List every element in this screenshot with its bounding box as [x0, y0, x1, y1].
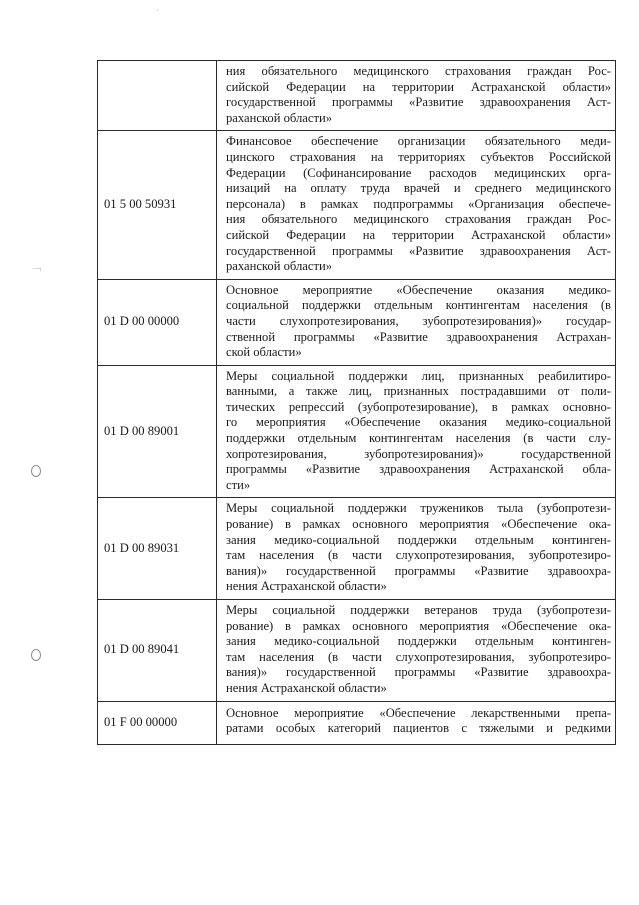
- description-line: ской области»: [226, 345, 302, 360]
- punch-hole-mark: [31, 465, 41, 477]
- expense-description: [217, 498, 616, 600]
- expense-description: [217, 279, 616, 365]
- description-line: сийской Федерации на территории Астраханской области»: [226, 79, 611, 94]
- description-line: сти»: [226, 477, 251, 492]
- expense-description: [217, 61, 616, 131]
- expense-description: [217, 701, 616, 744]
- table-row: [98, 61, 616, 131]
- description-line: социальной поддержки отдельным контингентам населения (в: [226, 298, 611, 313]
- description-line: нения Астраханской области»: [226, 680, 387, 695]
- description-line: там населения (в части слухопротезирования, зубопротезиро-: [226, 548, 611, 563]
- scan-mark: ﹁: [30, 261, 41, 273]
- description-line: рование) в рамках основного мероприятия «Обеспечение ока-: [226, 517, 611, 532]
- description-line: ратами особых категорий пациентов с тяжелыми и редкими: [226, 721, 611, 736]
- table-row: [98, 600, 616, 702]
- expense-description: [217, 365, 616, 498]
- description-line: Основное мероприятие «Обеспечение оказания медико-: [226, 282, 611, 297]
- target-article-code: [98, 61, 217, 131]
- target-article-code: 01 D 00 89041: [98, 600, 217, 702]
- budget-classification-table: [97, 60, 616, 745]
- table-row: [98, 498, 616, 600]
- description-line: вания)» государственной программы «Развитие здравоохра-: [226, 563, 611, 578]
- description-line: ванными, а также лиц, признанных пострадавшими от поли-: [226, 384, 611, 399]
- description-line: поддержки отдельным контингентам населения (в части слу-: [226, 431, 611, 446]
- description-line: рование) в рамках основного мероприятия «Обеспечение ока-: [226, 618, 611, 633]
- expense-description: [217, 131, 616, 279]
- description-line: Федерации (Софинансирование расходов медицинских орга-: [226, 165, 611, 180]
- description-line: зания медико-социальной поддержки отдельным континген-: [226, 634, 611, 649]
- table-body: [98, 61, 616, 745]
- description-line: государственной программы «Развитие здравоохранения Аст-: [226, 243, 611, 258]
- target-article-code: 01 F 00 00000: [98, 701, 217, 744]
- description-line: нения Астраханской области»: [226, 579, 387, 594]
- description-line: раханской области»: [226, 259, 332, 274]
- target-article-code: 01 D 00 00000: [98, 279, 217, 365]
- description-line: Меры социальной поддержки ветеранов труда (зубопротези-: [226, 603, 611, 617]
- target-article-code: 01 5 00 50931: [98, 131, 217, 279]
- description-line: тических репрессий (зубопротезирование), в рамках основно-: [226, 399, 611, 414]
- description-line: части слухопротезирования, зубопротезирования)» государ-: [226, 313, 611, 328]
- description-line: хопротезирования, зубопротезирования)» государственной: [226, 446, 611, 461]
- description-line: сийской Федерации на территории Астраханской области»: [226, 227, 611, 242]
- punch-hole-mark: [31, 649, 41, 661]
- target-article-code: 01 D 00 89031: [98, 498, 217, 600]
- description-line: вания)» государственной программы «Развитие здравоохра-: [226, 665, 611, 680]
- description-line: Основное мероприятие «Обеспечение лекарственными препа-: [226, 705, 611, 720]
- description-line: ния обязательного медицинского страхования граждан Рос-: [226, 64, 611, 78]
- description-line: раханской области»: [226, 110, 332, 125]
- description-line: цинского страхования на территориях субъектов Российской: [226, 149, 611, 164]
- description-line: ния обязательного медицинского страхования граждан Рос-: [226, 212, 611, 227]
- table-row: [98, 279, 616, 365]
- description-line: Меры социальной поддержки лиц, признанных реабилитиро-: [226, 368, 611, 383]
- description-line: государственной программы «Развитие здравоохранения Аст-: [226, 95, 611, 110]
- table-row: [98, 365, 616, 498]
- description-line: персонала) в рамках подпрограммы «Организация обеспече-: [226, 196, 611, 211]
- description-line: Финансовое обеспечение организации обязательного меди-: [226, 134, 611, 149]
- table-row: [98, 131, 616, 279]
- table-row: [98, 701, 616, 744]
- description-line: ственной программы «Развитие здравоохранения Астрахан-: [226, 329, 611, 344]
- description-line: там населения (в части слухопротезирования, зубопротезиро-: [226, 649, 611, 664]
- description-line: Меры социальной поддержки тружеников тыла (зубопротези-: [226, 501, 611, 516]
- scan-speck: ·: [156, 5, 159, 15]
- description-line: низаций на оплату труда врачей и среднего медицинского: [226, 181, 611, 196]
- description-line: программы «Развитие здравоохранения Астраханской обла-: [226, 462, 611, 477]
- description-line: го мероприятия «Обеспечение оказания медико-социальной: [226, 415, 611, 430]
- expense-description: [217, 600, 616, 702]
- target-article-code: 01 D 00 89001: [98, 365, 217, 498]
- description-line: зания медико-социальной поддержки отдельным континген-: [226, 532, 611, 547]
